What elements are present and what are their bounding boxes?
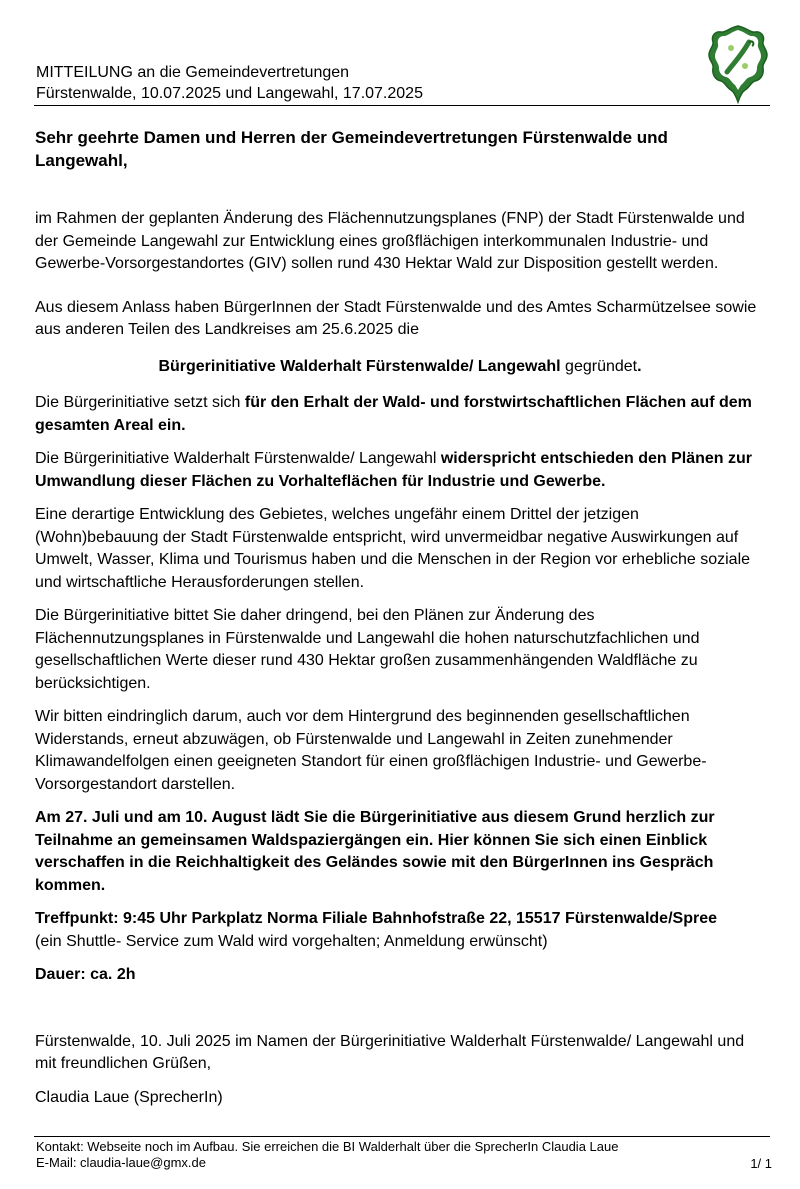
oak-leaf-icon <box>705 24 771 104</box>
initiative-name-line <box>35 356 765 379</box>
paragraph-fnp: im Rahmen der geplanten Änderung des Flächennutzungsplanes (FNP) der Stadt Fürstenwalde und der Gemeinde Langewahl zur Entwicklung eines großflächigen interkommunalen Industrie- und Gewerbe-Vorsorgestandortes (GIV) sollen rund 430 Hektar Wald zur Disposition gestellt werden. <box>35 210 745 272</box>
letter-body <box>35 126 765 1120</box>
founded-text: gegründet <box>560 357 638 375</box>
objection-bold: widerspricht entschieden den Plänen zur Umwandlung dieser Flächen zu Vorhalteflächen für Industrie und Gewerbe. <box>35 450 753 490</box>
initiative-name: Bürgerinitiative Walderhalt Fürstenwalde/ Langewahl <box>158 357 561 375</box>
paragraph-request: Die Bürgerinitiative bittet Sie daher dringend, bei den Plänen zur Änderung des Flächennutzungsplanes in Fürstenwalde und Langewahl die hohen naturschutzfachlichen und gesellschaftlichen Werte dieser rund 430 Hektar großen zusammenhängenden Waldfläche zu berücksichtigen. <box>35 607 700 692</box>
signature: Claudia Laue (SprecherIn) <box>35 1088 223 1106</box>
header-dates: Fürstenwalde, 10.07.2025 und Langewahl, 17.07.2025 <box>36 85 423 102</box>
objection-intro: Die Bürgerinitiative Walderhalt Fürstenwalde/ Langewahl <box>35 450 441 467</box>
header-title: MITTEILUNG an die Gemeindevertretungen <box>36 64 350 81</box>
founded-period: . <box>637 357 642 375</box>
paragraph-invitation: Am 27. Juli und am 10. August lädt Sie die Bürgerinitiative aus diesem Grund herzlich zur Teilnahme an gemeinsamen Waldspaziergängen ein. Hier können Sie sich einen Einblick verschaffen in die Reichhaltigkeit des Geländes sowie mit den BürgerInnen ins Gespräch kommen. <box>35 809 715 894</box>
closing: Fürstenwalde, 10. Juli 2025 im Namen der Bürgerinitiative Walderhalt Fürstenwalde/ Langewahl und mit freundlichen Grüßen, <box>35 1032 745 1072</box>
paragraph-impact: Eine derartige Entwicklung des Gebietes, welches ungefähr einem Drittel der jetzigen (Wohn)bebauung der Stadt Fürstenwalde entspricht, wird unvermeidbar negative Auswirkungen auf Umwelt, Wasser, Klima und Tourismus haben und die Menschen in der Region vor erhebliche soziale und wirtschaftliche Herausforderungen stellen. <box>35 506 751 591</box>
paragraph-objection <box>35 448 765 493</box>
meeting-point <box>35 908 765 953</box>
footer-email: E-Mail: claudia-laue@gmx.de <box>36 1155 206 1170</box>
paragraph-reconsider: Wir bitten eindringlich darum, auch vor dem Hintergrund des beginnenden gesellschaftlichen Widerstands, erneut abzuwägen, ob Fürstenwalde und Langewahl in Zeiten zunehmender Klimawandelfolgen einen geeigneten Standort für einen großflächigen Industrie- und Gewerbe-Vorsorgestandort darstellen. <box>35 708 707 793</box>
commitment-bold: für den Erhalt der Wald- und forstwirtschaftlichen Flächen auf dem gesamten Areal ein. <box>35 394 752 434</box>
commitment-intro: Die Bürgerinitiative setzt sich <box>35 394 245 411</box>
meeting-point-note: (ein Shuttle- Service zum Wald wird vorgehalten; Anmeldung erwünscht) <box>35 932 548 950</box>
document-footer <box>36 1139 618 1171</box>
meeting-point-bold: Treffpunkt: 9:45 Uhr Parkplatz Norma Filiale Bahnhofstraße 22, 15517 Fürstenwalde/Spree <box>35 910 717 927</box>
document-header <box>36 62 423 104</box>
duration: Dauer: ca. 2h <box>35 966 136 983</box>
footer-contact: Kontakt: Webseite noch im Aufbau. Sie erreichen die BI Walderhalt über die SprecherIn Claudia Laue <box>36 1139 619 1154</box>
paragraph-commitment <box>35 392 765 437</box>
paragraph-founding: Aus diesem Anlass haben BürgerInnen der Stadt Fürstenwalde und des Amtes Scharmützelsee sowie aus anderen Teilen des Landkreises am 25.6.2025 die <box>35 298 757 338</box>
footer-divider <box>34 1136 770 1137</box>
header-divider <box>34 105 770 106</box>
page-number: 1/ 1 <box>750 1156 772 1171</box>
oak-leaf-logo <box>705 24 771 104</box>
greeting: Sehr geehrte Damen und Herren der Gemeindevertretungen Fürstenwalde und Langewahl, <box>35 128 668 170</box>
